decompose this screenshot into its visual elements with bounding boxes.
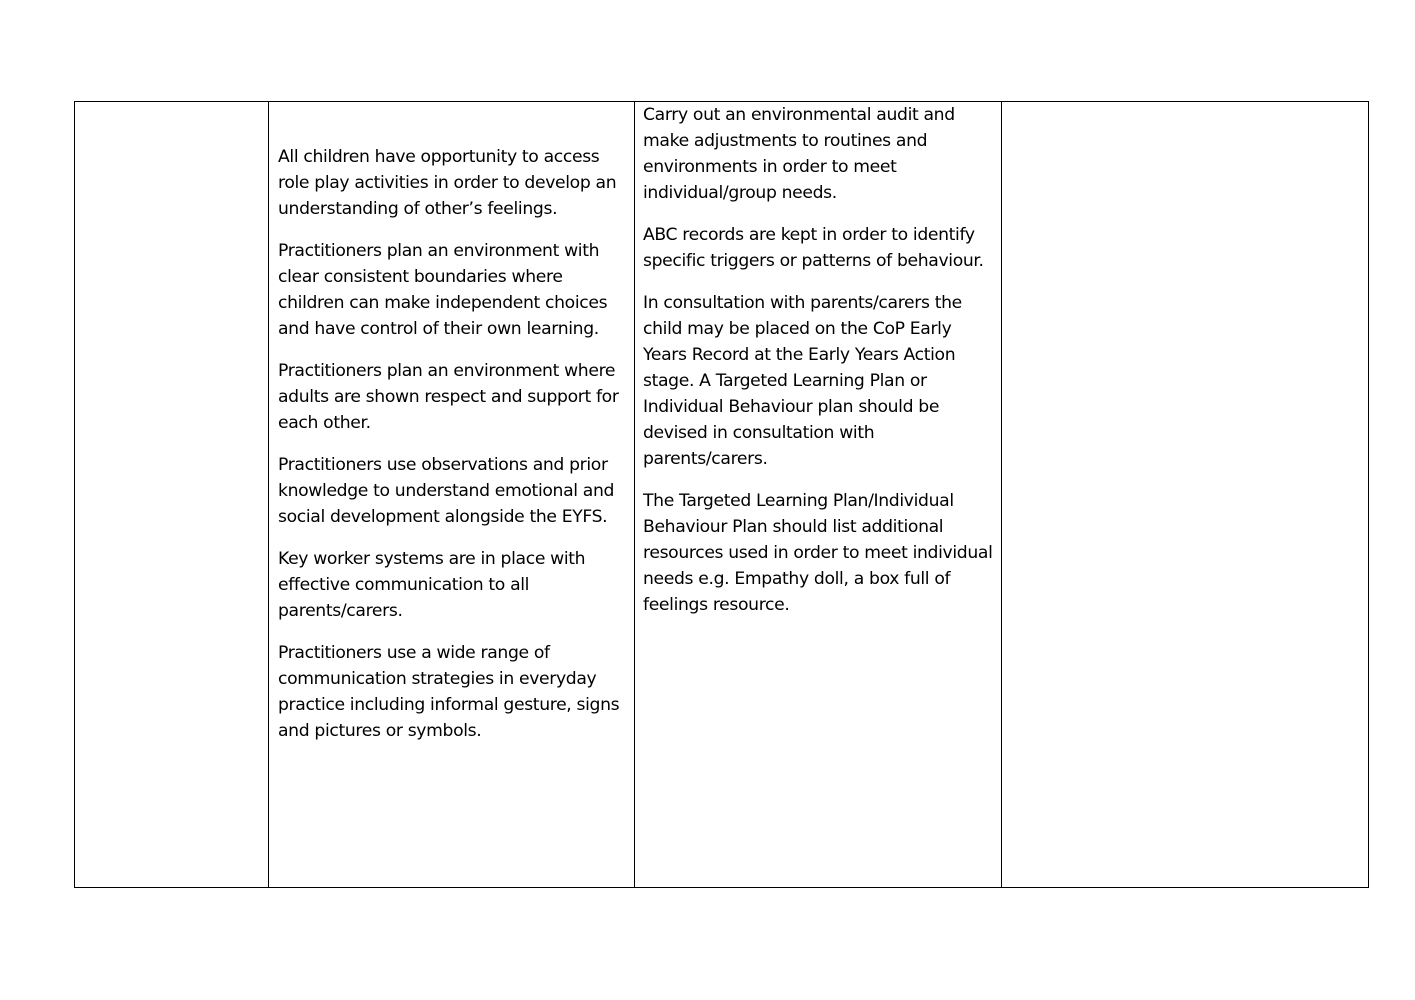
paragraph: ABC records are kept in order to identify specific triggers or patterns of behaviour. [643, 225, 984, 271]
paragraph: Practitioners plan an environment where adults are shown respect and support for each other. [278, 361, 619, 433]
paragraph: Key worker systems are in place with effective communication to all parents/carers. [278, 549, 586, 621]
table-cell-column-1 [75, 102, 269, 888]
paragraph: The Targeted Learning Plan/Individual Behaviour Plan should list additional resources used in order to meet individual needs e.g. Empathy doll, a box full of feelings resource. [643, 491, 993, 615]
column-2-content [269, 102, 634, 744]
paragraph: Carry out an environmental audit and make adjustments to routines and environments in order to meet individual/group needs. [643, 105, 955, 203]
paragraph: Practitioners use a wide range of communication strategies in everyday practice including informal gesture, signs and pictures or symbols. [278, 643, 620, 741]
paragraph: Practitioners plan an environment with clear consistent boundaries where children can make independent choices and have control of their own learning. [278, 241, 608, 339]
table-cell-column-4 [1002, 102, 1369, 888]
table-cell-column-2 [269, 102, 635, 888]
table-cell-column-3 [635, 102, 1002, 888]
paragraph: In consultation with parents/carers the child may be placed on the CoP Early Years Record at the Early Years Action stage. A Targeted Learning Plan or Individual Behaviour plan should be devised in consultation with parents/carers. [643, 293, 962, 469]
paragraph: All children have opportunity to access role play activities in order to develop an understanding of other’s feelings. [278, 147, 617, 219]
content-table [74, 101, 1369, 888]
table-row [75, 102, 1369, 888]
paragraph: Practitioners use observations and prior knowledge to understand emotional and social development alongside the EYFS. [278, 455, 615, 527]
column-3-content [635, 102, 1001, 618]
